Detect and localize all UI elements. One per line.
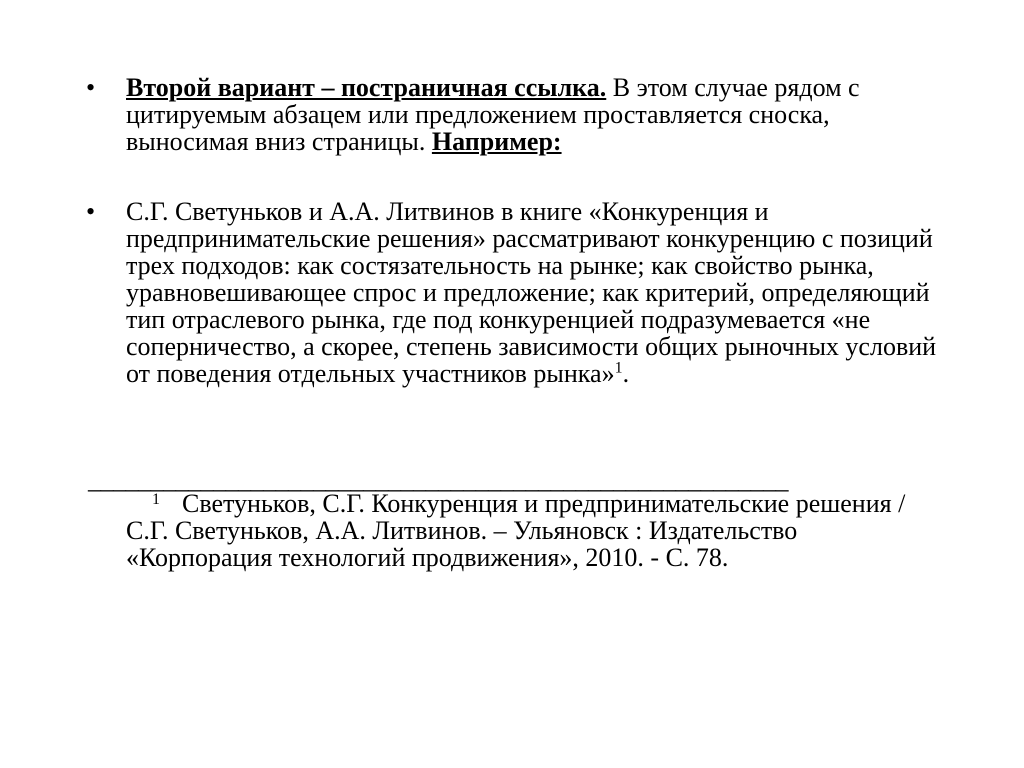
footnote-reference: 1 [614,359,623,377]
item-heading: Второй вариант – постраничная ссылка. [126,73,607,102]
citation-text: С.Г. Светуньков и А.А. Литвинов в книге «Конкуренция и предпринимательские решения» рассматривают конкуренцию с позиций трех подходов: как состязательность на рынке; как свойство рынка, уравновешивающее спрос и предложение; как критерий, определяющий тип отраслевого рынка, где под конкуренцией подразумевается «не соперничество, а скорее, степень зависимости общих рыночных условий от поведения отдельных участников рынка» [126,197,937,388]
footnote-separator: ________________________________________________________ [88,465,788,494]
bullet-text [126,198,941,387]
item-body-text: В этом случае рядом с цитируемым абзацем или предложением проставляется сноска, выносимая вниз страницы. [126,73,860,156]
footnote-number: 1 [152,491,160,508]
footnote-text: Светуньков, С.Г. Конкуренция и предпринимательские решения / С.Г. Светуньков, А.А. Литвинов. – Ульяновск : Издательство «Корпорация технологий продвижения», 2010. - С. 78. [126,489,906,572]
footnote [126,490,936,571]
bullet-text [126,74,941,155]
bullet-mark: • [86,73,96,102]
bullet-mark: • [86,197,96,226]
citation-tail: . [622,359,630,388]
example-label: Например: [431,127,562,156]
